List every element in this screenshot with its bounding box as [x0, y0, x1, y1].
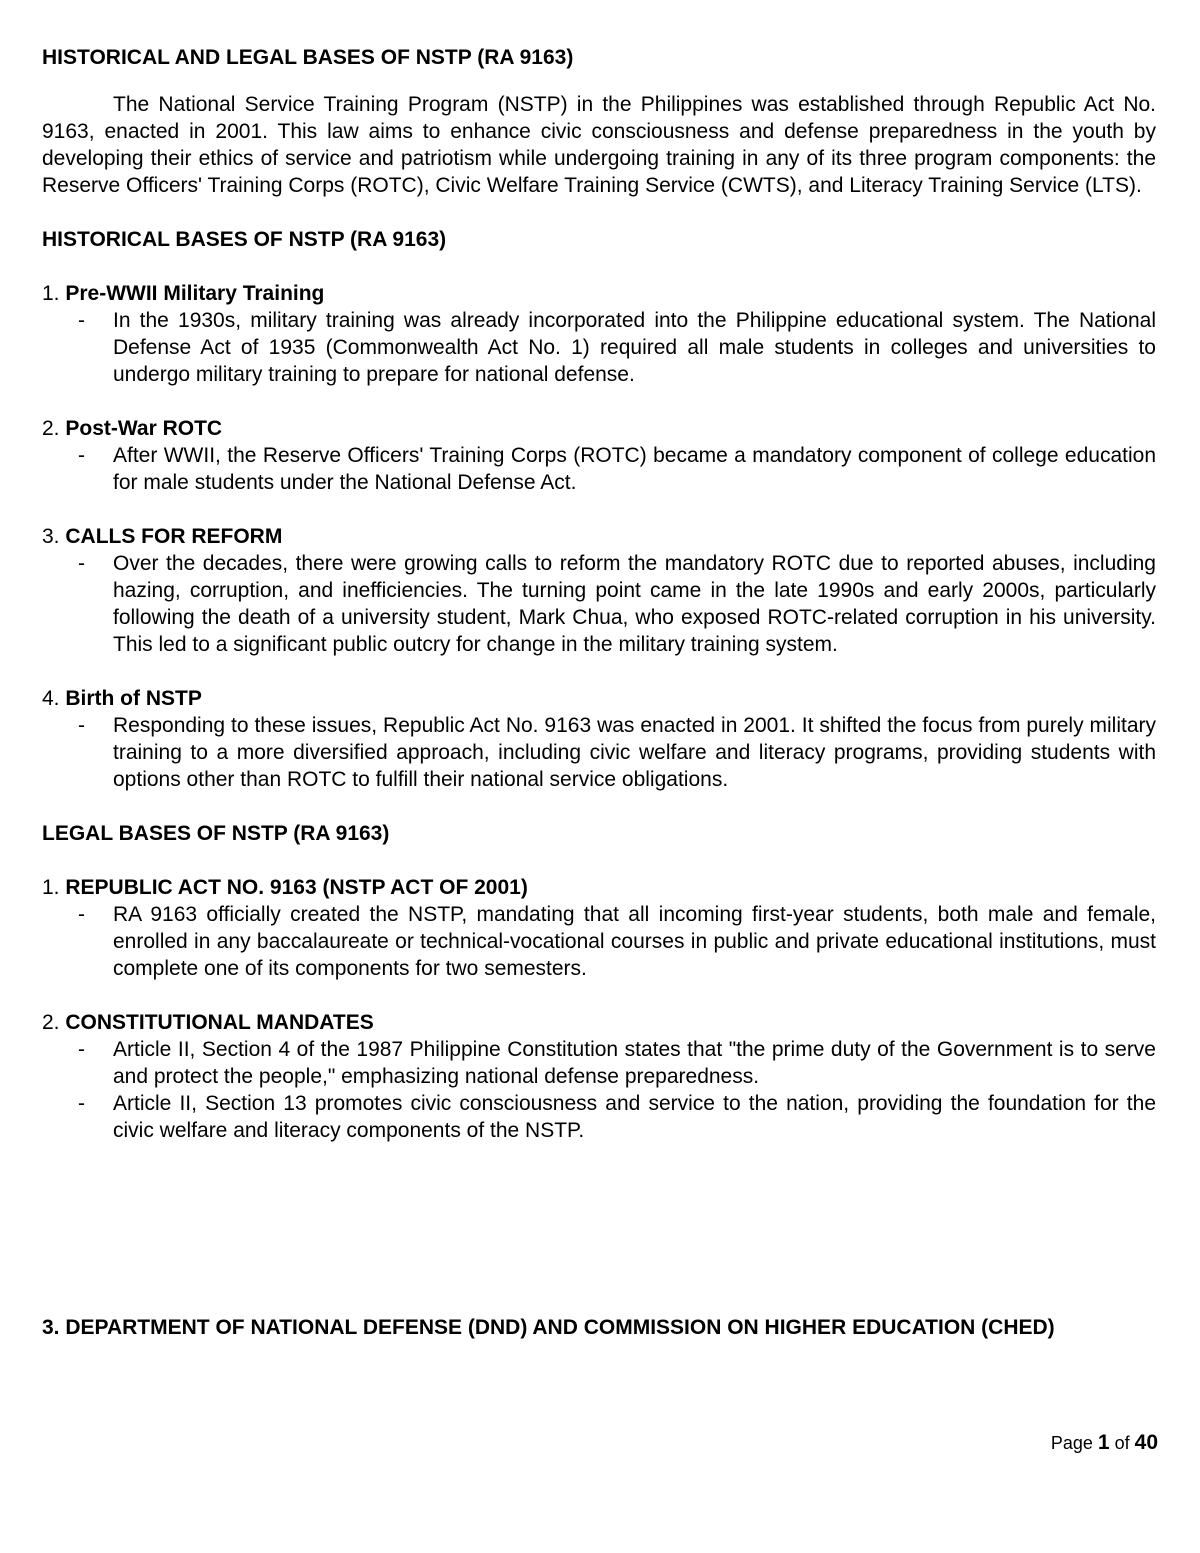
list-item	[42, 874, 1156, 982]
dnd-ched-heading: 3. DEPARTMENT OF NATIONAL DEFENSE (DND) AND COMMISSION ON HIGHER EDUCATION (CHED)	[42, 1316, 1055, 1339]
bullet-text: Over the decades, there were growing calls to reform the mandatory ROTC due to reported abuses, including hazing, corruption, and inefficiencies. The turning point came in the late 1990s and early 2000s, particularly following the death of a university student, Mark Chua, who exposed ROTC-related corruption in his university. This led to a significant public outcry for change in the military training system.	[113, 552, 1156, 656]
item-label: Post-War ROTC	[65, 417, 223, 440]
bullet-list	[42, 901, 1156, 982]
item-title	[42, 1009, 1156, 1036]
bullet-item	[42, 442, 1156, 496]
bullet-list	[42, 1036, 1156, 1144]
bullet-text: Article II, Section 4 of the 1987 Philippine Constitution states that "the prime duty of the Government is to serve and protect the people," emphasizing national defense preparedness.	[113, 1038, 1156, 1088]
item-label: CONSTITUTIONAL MANDATES	[65, 1011, 374, 1034]
intro-paragraph: The National Service Training Program (NSTP) in the Philippines was established through Republic Act No. 9163, enacted in 2001. This law aims to enhance civic consciousness and defense preparedness in the youth by developing their ethics of service and patriotism while undergoing training in any of its three program components: the Reserve Officers' Training Corps (ROTC), Civic Welfare Training Service (CWTS), and Literacy Training Service (LTS).	[42, 93, 1156, 197]
legal-section-title: LEGAL BASES OF NSTP (RA 9163)	[42, 822, 390, 845]
bullet-text: In the 1930s, military training was already incorporated into the Philippine educational system. The National Defense Act of 1935 (Commonwealth Act No. 1) required all male students in colleges and universities to undergo military training to prepare for national defense.	[113, 309, 1156, 386]
item-title	[42, 874, 1156, 901]
bullet-list	[42, 550, 1156, 658]
item-number: 2.	[42, 1011, 60, 1034]
dash-marker: -	[78, 1092, 85, 1115]
bullet-text: Article II, Section 13 promotes civic consciousness and service to the nation, providing the foundation for the civic welfare and literacy components of the NSTP.	[113, 1092, 1156, 1142]
item-number: 4.	[42, 687, 60, 710]
bullet-item	[42, 1090, 1156, 1144]
page-word: Page	[1050, 1433, 1093, 1453]
item-title	[42, 415, 1156, 442]
item-number: 1.	[42, 282, 60, 305]
item-title	[42, 685, 1156, 712]
item-label: Pre-WWII Military Training	[65, 282, 325, 305]
dash-marker: -	[78, 309, 85, 332]
dash-marker: -	[78, 1038, 85, 1061]
legal-list	[42, 874, 1156, 1144]
bullet-item	[42, 550, 1156, 658]
current-page-number: 1	[1097, 1431, 1110, 1454]
list-item	[42, 280, 1156, 388]
item-title	[42, 280, 1156, 307]
bullet-text: RA 9163 officially created the NSTP, mandating that all incoming first-year students, both male and female, enrolled in any baccalaureate or technical-vocational courses in public and private educational institutions, must complete one of its components for two semesters.	[113, 903, 1156, 980]
bullet-text: After WWII, the Reserve Officers' Training Corps (ROTC) became a mandatory component of college education for male students under the National Defense Act.	[113, 444, 1156, 494]
dash-marker: -	[78, 552, 85, 575]
dash-marker: -	[78, 714, 85, 737]
list-item	[42, 523, 1156, 658]
bullet-item	[42, 307, 1156, 388]
bullet-item	[42, 1036, 1156, 1090]
item-label: REPUBLIC ACT NO. 9163 (NSTP ACT OF 2001)	[65, 876, 528, 899]
bullet-text: Responding to these issues, Republic Act No. 9163 was enacted in 2001. It shifted the focus from purely military training to a more diversified approach, including civic welfare and literacy programs, providing students with options other than ROTC to fulfill their national service obligations.	[113, 714, 1156, 791]
of-word: of	[1114, 1433, 1130, 1453]
item-number: 3.	[42, 525, 60, 548]
page-footer	[1051, 1432, 1158, 1454]
document-body	[42, 44, 1156, 1144]
document-title: HISTORICAL AND LEGAL BASES OF NSTP (RA 9163)	[42, 46, 574, 69]
historical-section-title: HISTORICAL BASES OF NSTP (RA 9163)	[42, 228, 447, 251]
item-number: 2.	[42, 417, 60, 440]
item-label: CALLS FOR REFORM	[65, 525, 283, 548]
bullet-item	[42, 712, 1156, 793]
bullet-item	[42, 901, 1156, 982]
list-item	[42, 1009, 1156, 1144]
item-label: Birth of NSTP	[65, 687, 202, 710]
list-item	[42, 685, 1156, 793]
item-number: 1.	[42, 876, 60, 899]
bullet-list	[42, 712, 1156, 793]
historical-list	[42, 280, 1156, 793]
dash-marker: -	[78, 903, 85, 926]
bullet-list	[42, 307, 1156, 388]
total-pages-number: 40	[1134, 1431, 1158, 1454]
dash-marker: -	[78, 444, 85, 467]
list-item	[42, 415, 1156, 496]
item-title	[42, 523, 1156, 550]
bullet-list	[42, 442, 1156, 496]
